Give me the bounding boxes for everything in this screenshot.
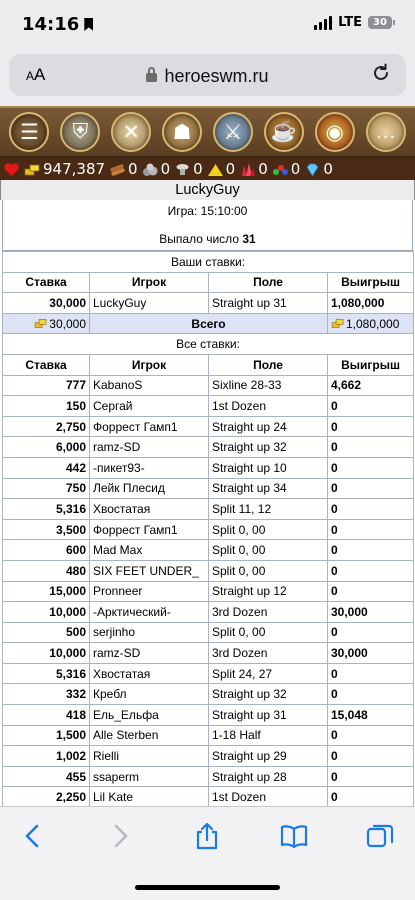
map-scroll-icon[interactable]: ✕ [111,112,151,152]
your-bets-header [3,272,414,293]
bet-amount: 480 [3,560,90,581]
bets-table [2,251,414,806]
bet-player[interactable]: Mad Max [90,540,209,561]
table-row [3,375,414,396]
address-bar[interactable] [9,54,406,96]
bet-amount: 6,000 [3,437,90,458]
bet-amount: 777 [3,375,90,396]
bet-amount: 455 [3,766,90,787]
bet-amount: 3,500 [3,519,90,540]
game-time: Игра: 15:10:00 [167,204,248,218]
diamond-icon [304,162,321,177]
column-header-field: Поле [209,354,328,375]
url-display[interactable]: heroeswm.ru [9,66,406,87]
bag-icon[interactable]: ☗ [162,112,202,152]
table-row [3,396,414,417]
bet-field: Split 0, 00 [209,519,328,540]
bet-amount: 600 [3,540,90,561]
column-header-winnings: Выигрыш [328,272,414,293]
bet-player[interactable]: KabanoS [90,375,209,396]
bet-player[interactable]: Форрест Гамп1 [90,519,209,540]
column-header-player: Игрок [90,272,209,293]
table-row [3,478,414,499]
my-bet-row [3,293,414,314]
bet-amount: 2,250 [3,787,90,806]
bet-amount: 1,500 [3,725,90,746]
bet-field: Straight up 32 [209,437,328,458]
table-row [3,416,414,437]
bet-player[interactable]: serjinho [90,622,209,643]
roulette-results-page [0,180,415,806]
reader-settings-button[interactable]: AA [26,65,46,84]
bet-winnings: 0 [328,684,414,705]
bet-winnings: 15,048 [328,705,414,726]
table-row [3,766,414,787]
roulette-icon[interactable]: ◉ [315,112,355,152]
user-header[interactable]: LuckyGuy [0,180,415,200]
bet-winnings: 0 [328,725,414,746]
total-label: Всего [90,313,328,334]
bet-field: Straight up 28 [209,766,328,787]
column-header-bet: Ставка [3,272,90,293]
knight-helmet-icon[interactable]: ⛨ [60,112,100,152]
table-row [3,602,414,623]
column-header-bet: Ставка [3,354,90,375]
bet-field: Split 11, 12 [209,499,328,520]
crossed-swords-icon[interactable]: ⚔ [213,112,253,152]
reload-icon[interactable] [371,63,391,83]
bet-field: Straight up 12 [209,581,328,602]
bet-player[interactable]: LuckyGuy [90,293,209,314]
column-header-field: Поле [209,272,328,293]
chat-bubble-icon[interactable]: … [366,112,406,152]
table-row [3,457,414,478]
column-header-player: Игрок [90,354,209,375]
table-row [3,622,414,643]
bet-winnings: 0 [328,622,414,643]
resource-diamonds: 0 [304,160,333,178]
bet-player[interactable]: Хвостатая [90,499,209,520]
status-time: 14:16 [22,14,93,35]
gold-icon [34,318,48,329]
bet-player[interactable]: Rielli [90,746,209,767]
bet-field: 1st Dozen [209,396,328,417]
bet-amount: 5,316 [3,499,90,520]
total-row [3,313,414,334]
ore-icon [142,162,159,177]
bet-player[interactable]: -Арктический- [90,602,209,623]
bet-field: Straight up 24 [209,416,328,437]
bet-player[interactable]: Alle Sterben [90,725,209,746]
bet-amount: 2,750 [3,416,90,437]
status-indicators [314,15,395,30]
bet-amount: 418 [3,705,90,726]
bet-winnings: 4,662 [328,375,414,396]
resource-ore: 0 [142,160,171,178]
total-bet: 30,000 [3,313,90,334]
bet-winnings: 0 [328,478,414,499]
bet-player[interactable]: Лейк Плесид [90,478,209,499]
bet-player[interactable]: Сергай [90,396,209,417]
wood-icon [109,162,126,177]
bet-player[interactable]: Кребл [90,684,209,705]
gold-icon [331,318,345,329]
back-icon[interactable] [18,821,48,851]
all-bets-header [3,354,414,375]
bet-field: Split 0, 00 [209,540,328,561]
resource-mercury: 0 [174,160,203,178]
all-bets-title: Все ставки: [3,334,414,355]
bet-field: Straight up 32 [209,684,328,705]
forward-icon[interactable] [105,821,135,851]
signal-icon [314,16,332,30]
bet-winnings: 0 [328,437,414,458]
gold-icon [24,162,41,177]
bet-field: Split 24, 27 [209,663,328,684]
battery-icon [368,16,395,29]
bet-amount: 500 [3,622,90,643]
bet-field: Straight up 29 [209,746,328,767]
bet-field: Straight up 31 [209,293,328,314]
bet-player[interactable]: ramz-SD [90,437,209,458]
bet-winnings: 0 [328,766,414,787]
network-type: LTE [338,15,362,30]
bet-winnings: 0 [328,560,414,581]
tabs-icon[interactable] [365,821,395,851]
gems-icon [272,162,289,177]
resource-gems: 0 [272,160,301,178]
table-row [3,437,414,458]
bet-player[interactable]: Pronneer [90,581,209,602]
lock-icon [146,73,157,82]
bet-field: 3rd Dozen [209,602,328,623]
bet-amount: 15,000 [3,581,90,602]
bet-amount: 10,000 [3,643,90,664]
table-row [3,540,414,561]
bet-winnings: 0 [328,787,414,806]
bet-winnings: 30,000 [328,643,414,664]
bet-amount: 1,002 [3,746,90,767]
bet-field: Sixline 28-33 [209,375,328,396]
table-row [3,581,414,602]
table-row [3,499,414,520]
resource-gold: 947,387 [24,160,105,178]
bet-player[interactable]: -пикет93- [90,457,209,478]
table-row [3,519,414,540]
bet-winnings: 0 [328,416,414,437]
bet-winnings: 0 [328,457,414,478]
bet-winnings: 0 [328,746,414,767]
table-row [3,746,414,767]
bet-amount: 442 [3,457,90,478]
bookmarks-icon[interactable] [279,821,309,851]
resource-bar [0,158,415,180]
bet-player[interactable]: ssaperm [90,766,209,787]
browser-address-area [0,50,415,106]
your-bets-title: Ваши ставки: [3,252,414,273]
column-header-winnings: Выигрыш [328,354,414,375]
home-indicator [135,885,280,890]
table-row [3,663,414,684]
table-row [3,560,414,581]
bet-player[interactable]: Lil Kate [90,787,209,806]
battery-level: 30 [368,16,392,29]
table-row [3,787,414,806]
bet-player[interactable]: SIX FEET UNDER_ [90,560,209,581]
bet-field: Split 0, 00 [209,622,328,643]
bet-player[interactable]: ramz-SD [90,643,209,664]
bet-field: Straight up 31 [209,705,328,726]
bet-field: 3rd Dozen [209,643,328,664]
resource-crystal: 0 [239,160,268,178]
bet-field: 1st Dozen [209,787,328,806]
bet-field: Straight up 10 [209,457,328,478]
resource-sulfur: 0 [207,160,236,178]
bet-player[interactable]: Хвостатая [90,663,209,684]
bet-amount: 150 [3,396,90,417]
table-row [3,643,414,664]
bet-amount: 30,000 [3,293,90,314]
bet-player[interactable]: Форрест Гамп1 [90,416,209,437]
resource-wood: 0 [109,160,138,178]
bet-winnings: 0 [328,519,414,540]
bet-field: Straight up 34 [209,478,328,499]
sulfur-icon [207,162,224,177]
bet-winnings: 0 [328,663,414,684]
bet-field: 1-18 Half [209,725,328,746]
crystal-icon [239,162,256,177]
winning-number: Выпало число 31 [159,232,256,246]
menu-icon[interactable]: ☰ [9,112,49,152]
bet-field: Split 0, 00 [209,560,328,581]
table-row [3,725,414,746]
total-winnings: 1,080,000 [328,313,414,334]
bet-winnings: 1,080,000 [328,293,414,314]
bet-winnings: 30,000 [328,602,414,623]
bet-winnings: 0 [328,540,414,561]
game-info [2,200,413,251]
bet-amount: 750 [3,478,90,499]
bet-amount: 10,000 [3,602,90,623]
bet-player[interactable]: Ель_Ельфа [90,705,209,726]
tavern-mug-icon[interactable]: ☕ [264,112,304,152]
bet-amount: 332 [3,684,90,705]
table-row [3,705,414,726]
status-bar [0,0,415,50]
table-row [3,684,414,705]
bookmark-status-icon [84,18,93,31]
bet-winnings: 0 [328,499,414,520]
bet-winnings: 0 [328,396,414,417]
game-navigation [0,106,415,158]
bet-winnings: 0 [328,581,414,602]
heart-icon [3,162,20,177]
mercury-icon [174,162,191,177]
bet-amount: 5,316 [3,663,90,684]
share-icon[interactable] [192,821,222,851]
